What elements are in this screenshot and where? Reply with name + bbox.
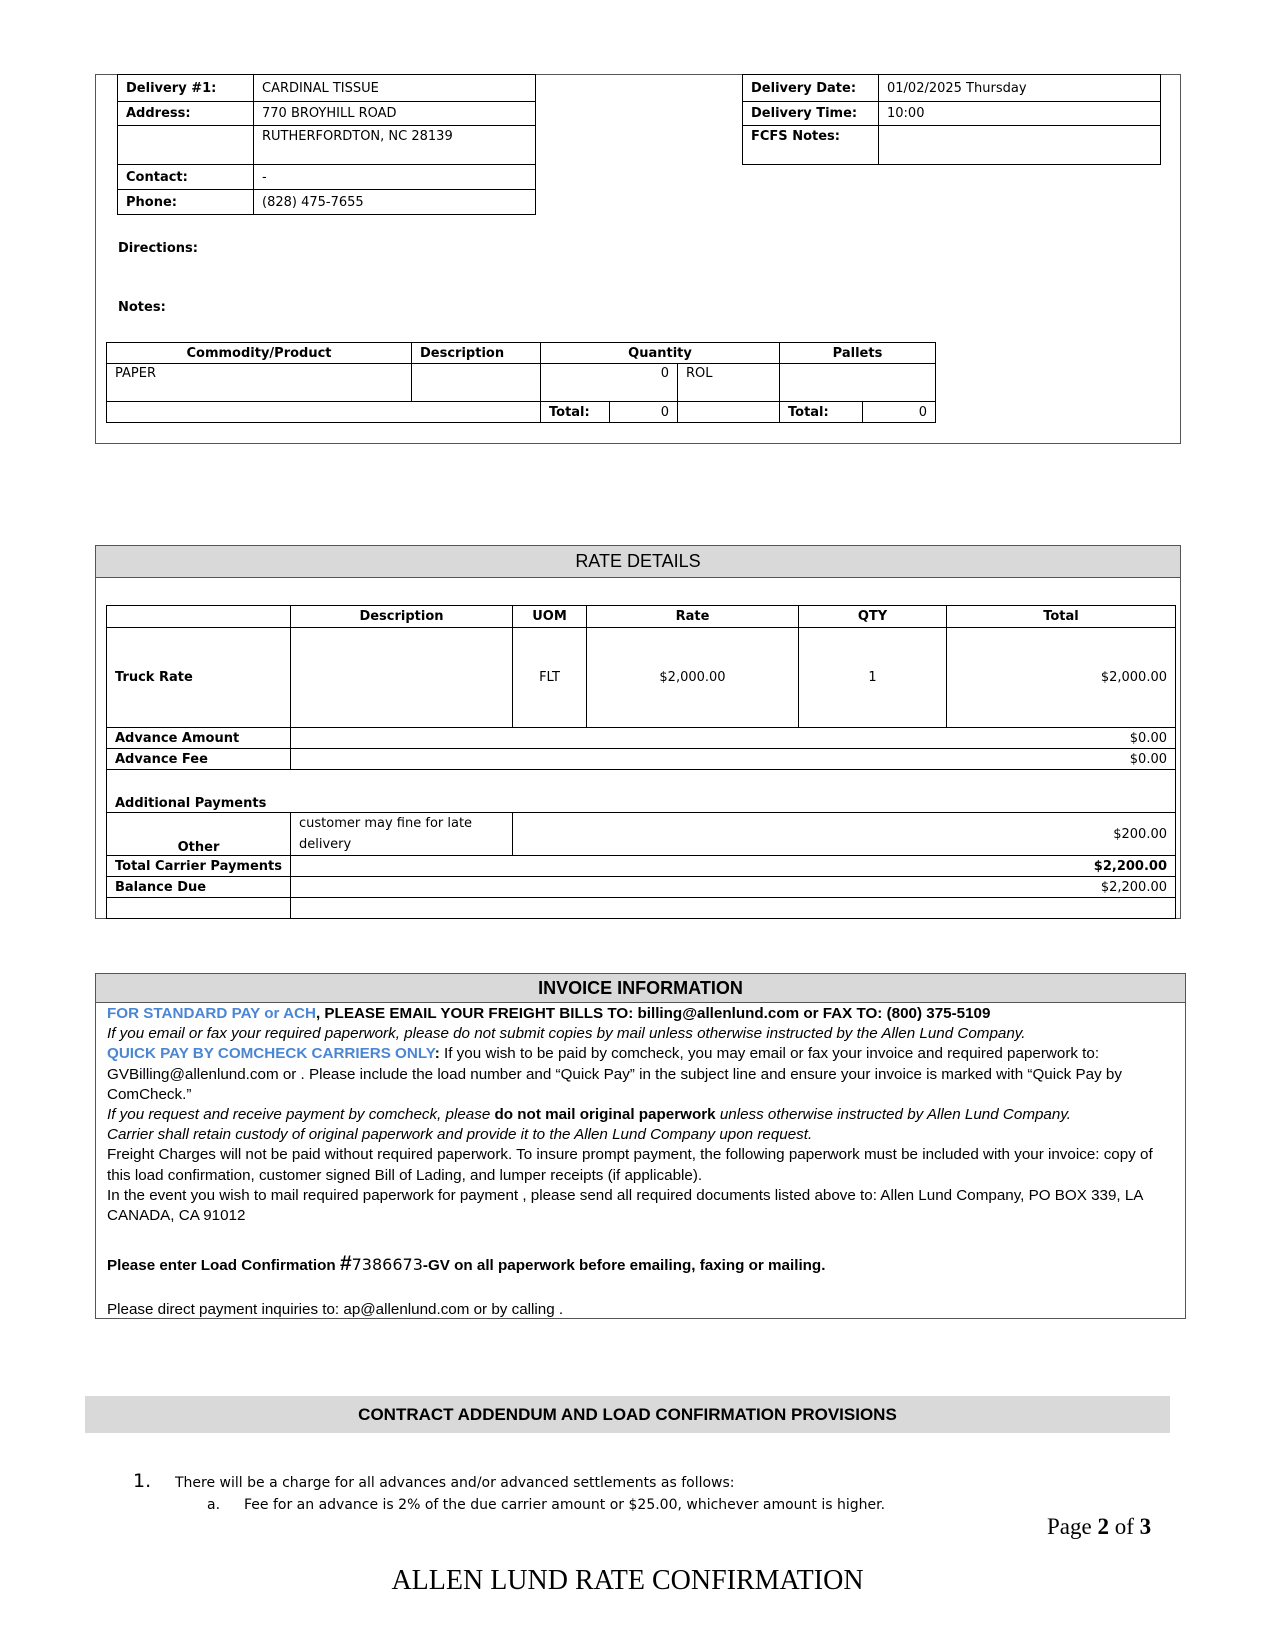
address-line2: RUTHERFORDTON, NC 28139 [254, 126, 536, 165]
rate-total-header: Total [947, 606, 1176, 628]
delivery-company: CARDINAL TISSUE [254, 75, 536, 102]
fcfs-label: FCFS Notes: [743, 126, 879, 165]
phone-label: Phone: [118, 190, 254, 215]
delivery-date: 01/02/2025 Thursday [879, 75, 1161, 102]
phone-value: (828) 475-7655 [254, 190, 536, 215]
advance-amount: $0.00 [291, 728, 1176, 749]
commodity-qty: 0 [541, 364, 678, 402]
page-number: Page 2 of 3 [1047, 1514, 1152, 1539]
commodity-table [106, 342, 936, 423]
truck-rate-qty: 1 [799, 628, 947, 728]
address-label: Address: [118, 102, 254, 126]
rate-desc-header: Description [291, 606, 513, 628]
advance-fee-label: Advance Fee [107, 749, 291, 770]
truck-rate-rate: $2,000.00 [587, 628, 799, 728]
commodity-unit: ROL [678, 364, 780, 402]
total-carrier-payments: $2,200.00 [291, 856, 1176, 877]
invoice-body: FOR STANDARD PAY or ACH, PLEASE EMAIL YOUR FREIGHT BILLS TO: billing@allenlund.com or FAX TO: (800) 375-5109 If you email or fax your required paperwork, please do not submit copies by mail unless otherwise instructed by the Allen Lund Company. QUICK PAY BY COMCHECK CARRIERS ONLY: If you wish to be paid by comcheck, you may email or fax your invoice and required paperwork to: GVBilling@allenlund.com or . Please include the load number and “Quick Pay” in the subject line and ensure your invoice is marked with “Quick Pay by ComCheck.” If you request and receive payment by comcheck, please do not mail original paperwork unless otherwise instructed by Allen Lund Company. Carrier shall retain custody of original paperwork and provide it to the Allen Lund Company upon request. Freight Charges will not be paid without required paperwork. To insure prompt payment, the following paperwork must be included with your invoice: copy of this load confirmation, customer signed Bill of Lading, and lumper receipts (if applicable). In the event you wish to mail required paperwork for payment , please send all required documents listed above to: Allen Lund Company, PO BOX 339, LA CANADA, CA 91012 Please enter Load Confirmation #7386673-GV on all paperwork before emailing, faxing or mailing. Please direct payment inquiries to: ap@allenlund.com or by calling . [107, 1004, 1179, 1321]
balance-due-label: Balance Due [107, 877, 291, 898]
addendum-item-1: There will be a charge for all advances and/or advanced settlements as follows: [175, 1475, 735, 1491]
directions-label: Directions: [118, 241, 198, 256]
delivery-time: 10:00 [879, 102, 1161, 126]
fcfs-notes [879, 126, 1161, 165]
footer-title: ALLEN LUND RATE CONFIRMATION [391, 1565, 864, 1596]
standard-pay-text: , PLEASE EMAIL YOUR FREIGHT BILLS TO: billing@allenlund.com or FAX TO: (800) 375-5109 [315, 1005, 991, 1022]
qty-total: 0 [610, 402, 678, 423]
load-confirmation-notice: Please enter Load Confirmation #7386673-GV on all paperwork before emailing, faxing or mailing. [107, 1252, 826, 1276]
rate-uom-header: UOM [513, 606, 587, 628]
quantity-header: Quantity [541, 343, 780, 364]
notes-label: Notes: [118, 300, 166, 315]
other-amount: $200.00 [513, 813, 1176, 856]
rate-qty-header: QTY [799, 606, 947, 628]
pallet-total: 0 [863, 402, 936, 423]
rate-details-title: RATE DETAILS [96, 546, 1180, 577]
quick-pay-heading: QUICK PAY BY COMCHECK CARRIERS ONLY [107, 1045, 435, 1063]
quick-pay-text: If you wish to be paid by comcheck, you may email or fax your invoice and required paperwork to: GVBilling@allenlund.com or . Please include the load number and “Quick Pay” in the subject line and ensure your invoice is marked with “Quick Pay by ComCheck.” [107, 1045, 1122, 1103]
other-desc: customer may fine for late delivery [291, 813, 513, 856]
address-line1: 770 BROYHILL ROAD [254, 102, 536, 126]
delivery-label: Delivery #1: [118, 75, 254, 102]
balance-due: $2,200.00 [291, 877, 1176, 898]
no-mail-notice: If you email or fax your required paperwork, please do not submit copies by mail unless otherwise instructed by the Allen Lund Company. [107, 1025, 1026, 1043]
additional-payments-label: Additional Payments [107, 770, 1176, 813]
truck-rate-label: Truck Rate [107, 628, 291, 728]
freight-charges-notice: Freight Charges will not be paid without required paperwork. To insure prompt payment, the following paperwork must be included with your invoice: copy of this load confirmation, customer signed Bill of Lading, and lumper receipts (if applicable). [107, 1146, 1153, 1184]
total-carrier-label: Total Carrier Payments [107, 856, 291, 877]
addendum-item-1a-letter: a. [207, 1497, 221, 1513]
description-header: Description [412, 343, 541, 364]
standard-pay-heading: FOR STANDARD PAY or ACH [107, 1005, 316, 1022]
advance-amount-label: Advance Amount [107, 728, 291, 749]
contact-label: Contact: [118, 165, 254, 190]
truck-rate-desc [291, 628, 513, 728]
truck-rate-total: $2,000.00 [947, 628, 1176, 728]
qty-total-label: Total: [541, 402, 610, 423]
commodity-pallets [780, 364, 936, 402]
advance-fee: $0.00 [291, 749, 1176, 770]
pallets-header: Pallets [780, 343, 936, 364]
delivery-schedule-table [742, 74, 1161, 165]
addendum-title: CONTRACT ADDENDUM AND LOAD CONFIRMATION PROVISIONS [85, 1396, 1170, 1433]
other-label: Other [107, 813, 291, 856]
custody-notice: Carrier shall retain custody of original paperwork and provide it to the Allen Lund Company upon request. [107, 1126, 813, 1144]
commodity-header: Commodity/Product [107, 343, 412, 364]
payment-inquiries: Please direct payment inquiries to: ap@allenlund.com or by calling . [107, 1301, 564, 1319]
rate-rate-header: Rate [587, 606, 799, 628]
delivery-address-table [117, 74, 536, 215]
pallet-total-label: Total: [780, 402, 863, 423]
invoice-title: INVOICE INFORMATION [96, 974, 1185, 1003]
load-confirmation-number: 7386673 [351, 1255, 423, 1275]
rate-table [106, 605, 1176, 919]
addendum-item-1a: Fee for an advance is 2% of the due carrier amount or $25.00, whichever amount is higher. [244, 1497, 886, 1513]
truck-rate-uom: FLT [513, 628, 587, 728]
delivery-date-label: Delivery Date: [743, 75, 879, 102]
contact-value: - [254, 165, 536, 190]
mail-address-notice: In the event you wish to mail required paperwork for payment , please send all required documents listed above to: Allen Lund Company, PO BOX 339, LA CANADA, CA 91012 [107, 1186, 1143, 1225]
do-not-mail-emphasis: do not mail original paperwork [494, 1106, 716, 1124]
delivery-time-label: Delivery Time: [743, 102, 879, 126]
commodity-product: PAPER [107, 364, 412, 402]
addendum-item-1-number: 1. [133, 1470, 152, 1492]
commodity-description [412, 364, 541, 402]
